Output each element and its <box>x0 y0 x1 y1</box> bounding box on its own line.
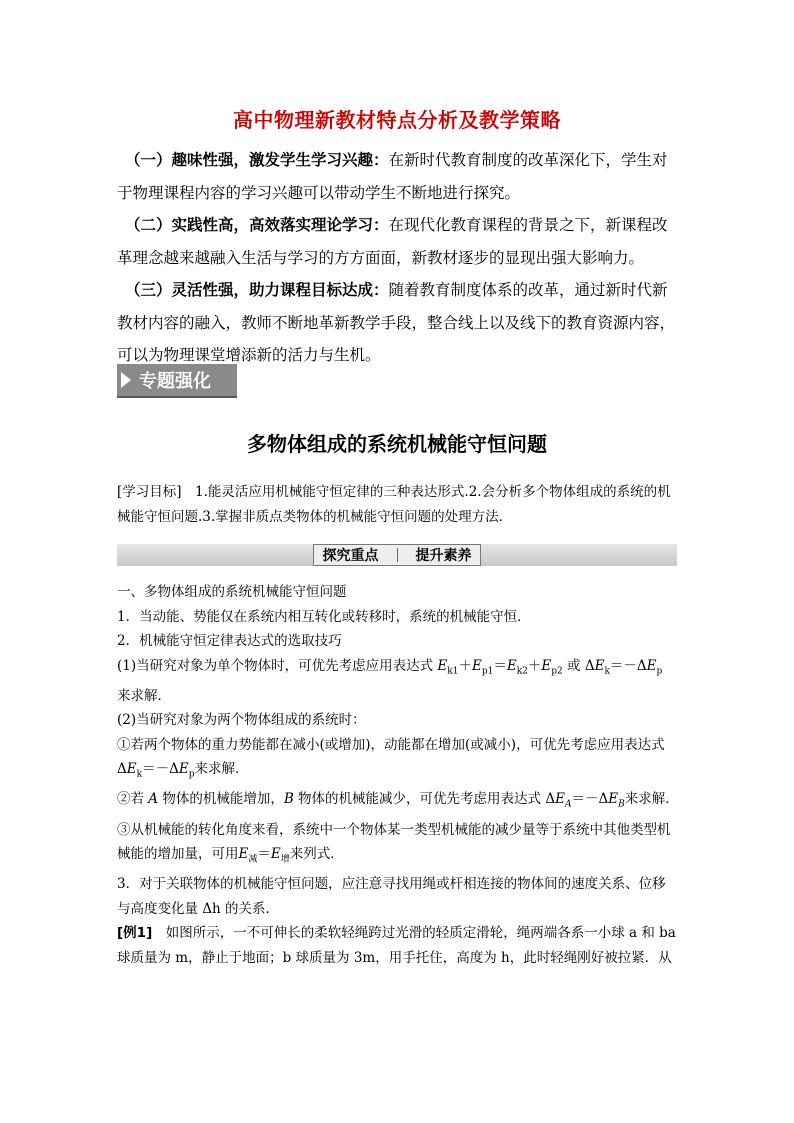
point-6: ②若 A 物体的机械能增加，B 物体的机械能减少，可优先考虑用表达式 $\Delta E_A=-\Delta E_B$来求解． <box>117 791 679 811</box>
banner-label: 专题强化 <box>139 371 211 392</box>
text-span: 求解． <box>130 687 171 704</box>
section-title: 多物体组成的系统机械能守恒问题 <box>247 432 547 456</box>
intro-paragraph-2 <box>117 209 679 274</box>
feature-label: （三）灵活性强，助力课程目标达成： <box>125 281 389 299</box>
text-span: 物体的机械能增加， <box>158 791 284 808</box>
feature-text: 在新时代教育制度的改革深化下，学生对于物理课程内容的学习兴趣可以带动学生不断地进行探究。 <box>117 151 668 202</box>
text-span: 来求解． <box>194 761 249 778</box>
text-span: (1)当研究对象为单个物体时，可优先考虑应用表达式 <box>117 657 438 674</box>
point-1: 1．当动能、势能仅在系统内相互转化或转移时，系统的机械能守恒． <box>117 608 531 625</box>
point-8: 3．对于关联物体的机械能守恒问题，应注意寻找用绳或杆相连接的物体间的速度关系、位移与高度变化量 Δh 的关系． <box>117 876 666 917</box>
point-7: ③从机械能的转化角度来看，系统中一个物体某一类型机械能的减少量等于系统中其他类型机械能的增加量，可用$E_减=E_增$来列式． <box>117 821 671 865</box>
text-span: 物体的机械能减少，可优先考虑用表达式 <box>293 791 546 808</box>
point-4: (2)当研究对象为两个物体组成的系统时： <box>117 712 366 729</box>
goals-text: [学习目标] 1.能灵活应用机械能守恒定律的三种表达形式.2.会分析多个物体组成的系统的机械能守恒问题.3.掌握非质点类物体的机械能守恒问题的处理方法． <box>117 484 671 525</box>
point-5: ①若两个物体的重力势能都在减小(或增加)，动能都在增加(或减小)，可优先考虑应用表达式$\Delta E_k=-\Delta E_p$来求解． <box>117 736 665 780</box>
banner-underline <box>117 396 237 398</box>
feature-label: （一）趣味性强，激发学生学习兴趣： <box>125 151 389 169</box>
document-title: 高中物理新教材特点分析及教学策略 <box>233 108 561 132</box>
example-label: [例1] <box>117 925 153 942</box>
bar-left-label: 探究重点 <box>322 548 379 564</box>
point-2: 2．机械能守恒定律表达式的选取技巧 <box>117 633 342 649</box>
bar-right-label: 提升素养 <box>415 548 472 564</box>
example-text: 如图所示，一不可伸长的柔软轻绳跨过光滑的轻质定滑轮，绳两端各系一小球 a 和 ba 球质量为 m，静止于地面；b 球质量为 3m，用手托住，高度为 h，此时轻绳刚好被拉紧．从 <box>117 925 676 966</box>
feature-text: 随着教育制度体系的改革，通过新时代新教材内容的融入，教师不断地革新教学手段，整合线上以及线下的教育资源内容，可以为物理课堂增添新的活力与生机。 <box>117 281 676 364</box>
point-3: (1)当研究对象为单个物体时，可优先考虑应用表达式 $E_{k1}+E_{p1}=E_{k2}+E_{p2}$ 或 $\Delta E_k=-\Delta E_p$ 来求解． <box>117 657 663 704</box>
main-content <box>117 580 679 970</box>
intro-paragraph-3 <box>117 274 679 372</box>
text-span: 来求解． <box>624 791 679 808</box>
play-arrow-icon <box>121 372 131 388</box>
text-span: 来列式． <box>289 846 344 863</box>
text-span: ③从机械能的转化角度来看，系统中一个物体某一类型机械能的减少量等于系统中其他类型机械能的增加量，可用 <box>117 821 671 863</box>
text-span: ①若两个物体的重力势能都在减小(或增加)，动能都在增加(或减小)，可优先考虑应用表达式 <box>117 736 665 753</box>
text-span: ②若 <box>117 791 149 808</box>
section-bar-label <box>313 544 481 566</box>
feature-label: （二）实践性高，高效落实理论学习： <box>125 216 389 234</box>
feature-text: 在现代化教育课程的背景之下，新课程改革理念越来越融入生活与学习的方方面面，新教材逐步的显现出强大影响力。 <box>117 216 668 267</box>
heading-1: 一、多物体组成的系统机械能守恒问题 <box>117 584 347 600</box>
topic-banner <box>117 364 237 396</box>
learning-goals <box>117 480 679 529</box>
intro-paragraph-1 <box>117 144 679 209</box>
bar-divider <box>397 548 398 562</box>
example-1 <box>117 921 679 970</box>
